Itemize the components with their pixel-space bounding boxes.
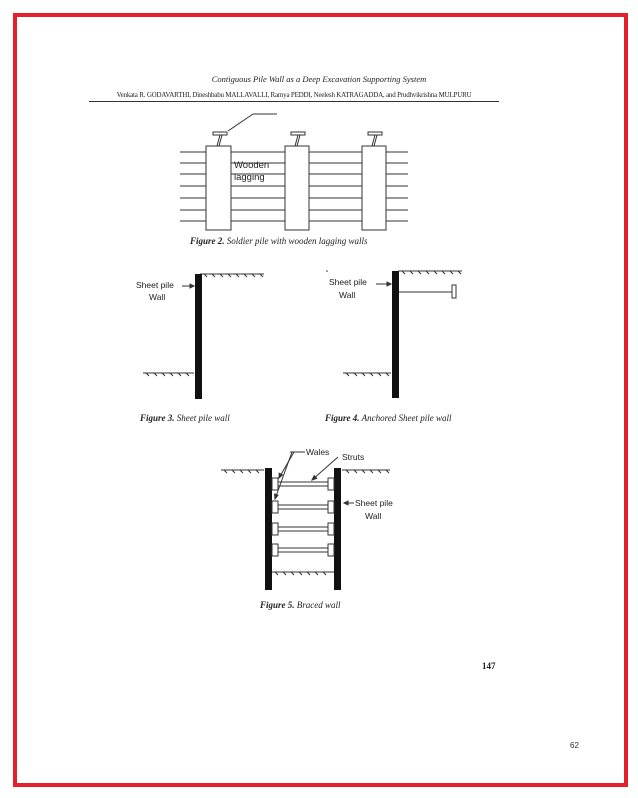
sheet-pile-wall-4	[392, 271, 399, 398]
struts	[278, 482, 328, 552]
figure-4-label-line-1: Sheet pile	[329, 277, 367, 287]
sheet-pile-wall-3	[195, 274, 202, 399]
pile-cap-1	[213, 132, 227, 146]
label-arrow-4	[376, 282, 391, 286]
wales	[272, 478, 334, 556]
journal-page-number: 147	[482, 661, 496, 671]
excavation-base-5	[272, 572, 334, 575]
figure-5-caption-label: Figure 5.	[260, 600, 295, 610]
figure-2-drawing	[180, 114, 408, 230]
figure-5-label-line-2: Wall	[365, 511, 382, 521]
pile-cap-3	[368, 132, 382, 146]
braced-wall-left	[265, 468, 272, 590]
anchor-rod	[399, 285, 456, 298]
excavation-base-4	[343, 373, 391, 376]
figure-3-label-line-1: Sheet pile	[136, 280, 174, 290]
ground-surface-left	[200, 274, 264, 277]
figure-4-caption-text: Anchored Sheet pile wall	[359, 413, 452, 423]
figure-3-label-line-2: Wall	[149, 292, 166, 302]
pile-cap-2	[291, 132, 305, 146]
wales-label: Wales	[306, 447, 330, 457]
braced-wall-right	[334, 468, 341, 590]
ground-surface-right	[398, 271, 462, 274]
figure-4-caption-label: Figure 4.	[325, 413, 360, 423]
figure-2-caption-label: Figure 2.	[190, 236, 225, 246]
ground-surface-braced	[221, 470, 390, 473]
figure-4-caption	[325, 413, 452, 423]
running-header-authors: Venkata R. GODAVARTHI, Dineshbabu MALLAVALLI, Ramya PEDDI, Neelesh KATRAGADDA, and Prudhvikrishna MULPURU	[116, 91, 472, 99]
figure-2-label-line-1: Wooden	[234, 160, 270, 171]
figure-3-caption-text: Sheet pile wall	[174, 413, 230, 423]
figure-4-label-line-2: Wall	[339, 290, 356, 300]
slide-number: 62	[570, 741, 579, 750]
label-arrow-3	[182, 284, 194, 288]
figure-5-drawing	[221, 452, 390, 590]
excavation-base-3	[143, 373, 194, 376]
struts-label: Struts	[342, 452, 365, 462]
soldier-pile-2	[285, 146, 309, 230]
figure-3-caption	[140, 413, 230, 423]
leader-line	[228, 114, 253, 131]
running-header-title: Contiguous Pile Wall as a Deep Excavation Supporting System	[211, 74, 427, 84]
figure-2-caption	[190, 236, 368, 246]
figure-5-label-line-1: Sheet pile	[355, 498, 393, 508]
figure-5-caption	[260, 600, 341, 610]
figure-5-caption-text: Braced wall	[294, 600, 341, 610]
figure-3-caption-label: Figure 3.	[140, 413, 175, 423]
soldier-pile-1	[206, 146, 231, 230]
figure-2-label-line-2: lagging	[234, 172, 265, 183]
figure-2-caption-text: Soldier pile with wooden lagging walls	[224, 236, 368, 246]
soldier-pile-3	[362, 146, 386, 230]
